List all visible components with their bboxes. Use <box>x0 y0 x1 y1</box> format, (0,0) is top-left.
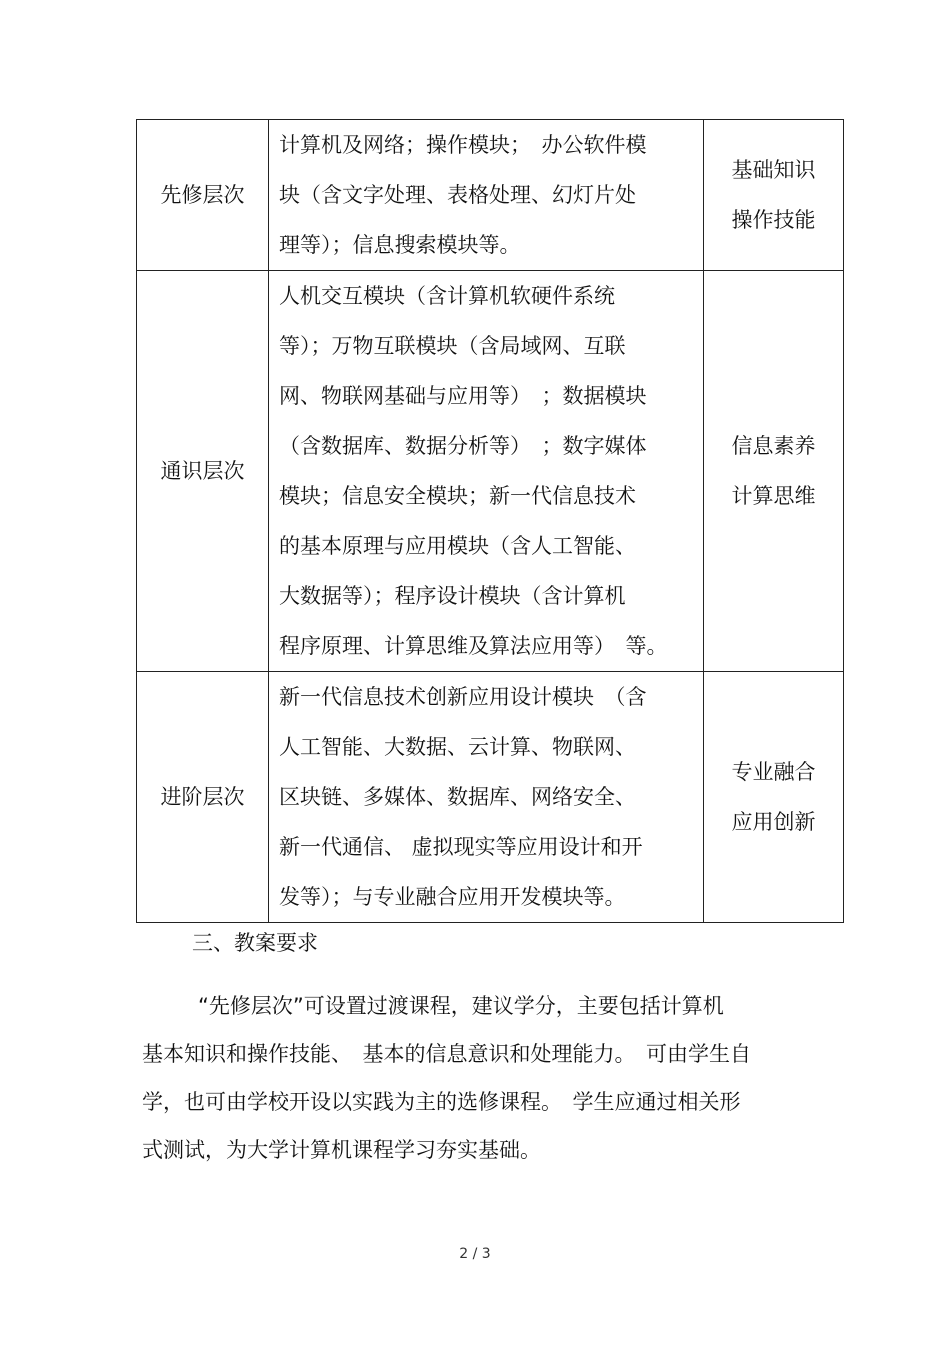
content-line: 块（含文字处理、表格处理、幻灯片处 <box>279 183 636 207</box>
content-line: 计算机及网络；操作模块； 办公软件模 <box>279 133 647 157</box>
content-line: 程序原理、计算思维及算法应用等） 等。 <box>279 634 668 658</box>
content-line: 新一代信息技术创新应用设计模块 （含 <box>279 685 647 709</box>
goal-line: 基础知识 <box>731 158 816 182</box>
section-heading: 三、教案要求 <box>192 931 318 955</box>
paragraph-line: 式测试，为大学计算机课程学习夯实基础。 <box>142 1138 541 1162</box>
goal-line: 应用创新 <box>731 810 816 834</box>
content-line: 新一代通信、 虚拟现实等应用设计和开 <box>279 835 643 859</box>
content-cell <box>269 672 704 923</box>
curriculum-table <box>136 119 844 923</box>
content-line: 理等）；信息搜索模块等。 <box>279 233 521 257</box>
content-line: 区块链、多媒体、数据库、网络安全、 <box>279 785 636 809</box>
paragraph-line: 基本知识和操作技能、 基本的信息意识和处理能力。 可由学生自 <box>142 1042 751 1066</box>
table-row <box>137 672 844 923</box>
level-cell: 进阶层次 <box>137 672 269 923</box>
content-line: 等）；万物互联模块（含局域网、互联 <box>279 334 626 358</box>
paragraph-line: “先修层次”可设置过渡课程，建议学分，主要包括计算机 <box>198 994 724 1018</box>
content-line: 模块；信息安全模块；新一代信息技术 <box>279 484 636 508</box>
level-cell: 先修层次 <box>137 120 269 271</box>
goal-line: 专业融合 <box>731 760 816 784</box>
body-paragraph <box>142 982 822 1174</box>
page-number: 2 / 3 <box>459 1246 491 1262</box>
content-line: （含数据库、数据分析等） ；数字媒体 <box>279 434 647 458</box>
content-line: 网、物联网基础与应用等） ；数据模块 <box>279 384 647 408</box>
content-cell <box>269 271 704 672</box>
content-line: 发等）；与专业融合应用开发模块等。 <box>279 885 626 909</box>
table-row <box>137 271 844 672</box>
level-cell: 通识层次 <box>137 271 269 672</box>
content-cell <box>269 120 704 271</box>
table-row <box>137 120 844 271</box>
content-line: 的基本原理与应用模块（含人工智能、 <box>279 534 636 558</box>
goal-cell <box>704 120 844 271</box>
goal-cell <box>704 271 844 672</box>
paragraph-line: 学，也可由学校开设以实践为主的选修课程。 学生应通过相关形 <box>142 1090 741 1114</box>
content-line: 大数据等）；程序设计模块（含计算机 <box>279 584 626 608</box>
goal-line: 计算思维 <box>731 484 816 508</box>
goal-cell <box>704 672 844 923</box>
content-line: 人工智能、大数据、云计算、物联网、 <box>279 735 636 759</box>
goal-line: 操作技能 <box>731 208 816 232</box>
goal-line: 信息素养 <box>731 434 816 458</box>
content-line: 人机交互模块（含计算机软硬件系统 <box>279 284 615 308</box>
